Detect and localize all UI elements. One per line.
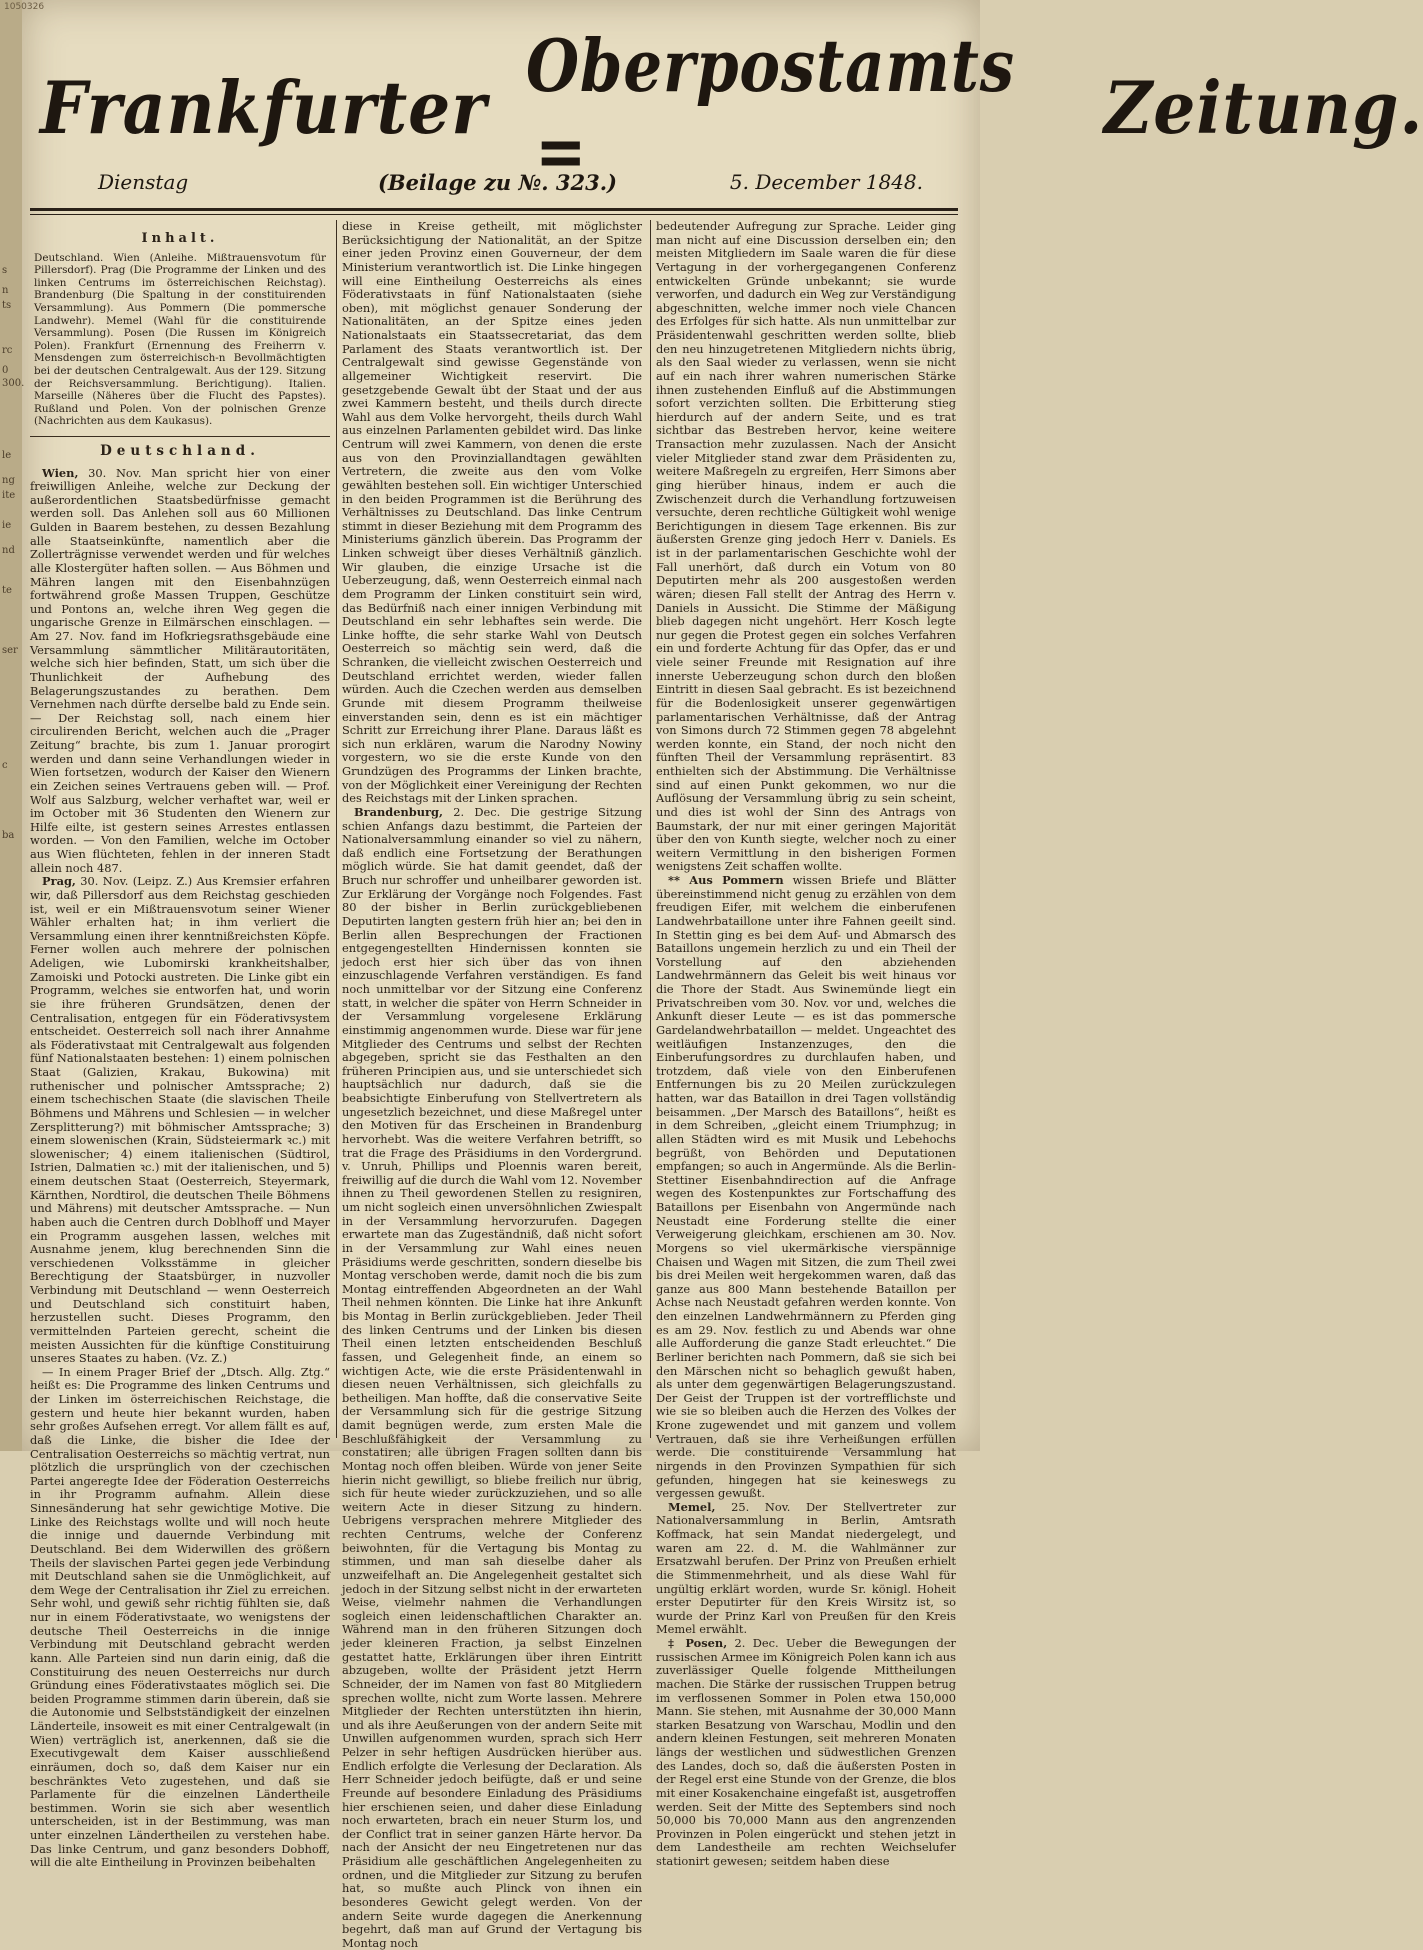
article-text: 2. Dec. Ueber die Bewegungen der russischen Armee im Königreich Polen kann ich aus zuverlässiger Quelle folgende Mittheilungen machen. Die Stärke der russischen Truppen betrug im verflossenen Sommer in Polen etwa 150,000 Mann. Sie stehen, mit Ausnahme der 30,000 Mann starken Besatzung von Warschau, Modlin und den andern kleinen Festungen, seit mehreren Monaten längs der westlichen und südwestlichen Grenzen des Landes, doch so, daß die äußersten Posten in der Regel erst eine Stunde von der Grenze, die blos mit einer Kosakenchaine eingefaßt ist, ausgetroffen werden. Seit der Mitte des Septembers sind noch 50,000 bis 70,000 Mann aus den angrenzenden Provinzen in Polen eingerückt und stehen jetzt in dem Landestheile am rechten Weichselufer stationirt gewesen; seitdem haben diese xyxy=(656,1636,956,1868)
article-paragraph xyxy=(30,875,330,1366)
margin-mark: ng xyxy=(2,475,15,486)
article-text: bedeutender Aufregung zur Sprache. Leider ging man nicht auf eine Discussion derselben ein; den meisten Mitgliedern im Saale waren die für diese Vertagung in der vorhergegangenen Conferenz entwickelten Gründe unbekannt; sie wurde verworfen, und dadurch ein Weg zur Verständigung abgeschnitten, welche immer noch viele Chancen des Erfolges für sich hatte. Als nun unmittelbar zur Präsidentenwahl geschritten werden sollte, blieb den neu hinzugetretenen Mitgliedern nichts übrig, als den Saal wieder zu verlassen, wenn sie nicht auf ein nach ihrer wahren numerischen Stärke ihnen zustehenden Einfluß auf die Abstimmungen sofort verzichten sollten. Die Erbitterung stieg hierdurch auf der andern Seite, und es trat sichtbar das Bestreben hervor, keine weitere Transaction mehr zuzulassen. Nach der Ansicht vieler Mitglieder stand zwar dem Präsidenten zu, weitere Maßregeln zu ergreifen, Herr Simons aber ging hierüber hinaus, indem er auch die Zwischenzeit durch die Verhandlung fortzuweisen versuchte, deren rechtliche Gültigkeit wohl wenige Berichtigungen in diesem Tage erkennen. Bis zur äußersten Grenze ging jedoch Herr v. Daniels. Es ist in der parlamentarischen Geschichte wohl der Fall unerhört, daß durch ein Votum von 80 Deputirten mehr als 200 ausgestoßen werden wären; diesen Fall stellt der Antrag des Herrn v. Daniels in Aussicht. Die Stimme der Mäßigung blieb dagegen nicht ungehört. Herr Kosch legte nur gegen die Protest gegen ein solches Verfahren ein und forderte Achtung für das Opfer, das er und viele seiner Freunde mit Resignation auf ihre innerste Ueberzeugung schon durch den bloßen Eintritt in diesen Saal gebracht. Es ist bezeichnend für die Bodenlosigkeit unserer gegenwärtigen parlamentarischen Verhältnisse, daß der Antrag von Simons durch 72 Stimmen gegen 78 abgelehnt werden konnte, ein Stand, der noch nicht den fünften Theil der Versammlung repräsentirt. 83 enthielten sich der Abstimmung. Die Verhältnisse sind auf einen Punkt gekommen, wo nur die Auflösung der Versammlung übrig zu sein scheint, und dies ist wohl der Sinn des Antrags von Baumstark, der nur mit einer geringen Majorität über den von Kunth siegte, welcher noch zu einer weitern Vermittlung in den bisherigen Formen wenigstens Zeit schaffen wollte. xyxy=(656,219,956,874)
column-1 xyxy=(30,220,330,1870)
toc-body: Deutschland. Wien (Anleihe. Mißtrauensvotum für Pillersdorf). Prag (Die Programme der Linken und des linken Centrums im österreichischen Reichstag). Brandenburg (Die Spaltung in der constituirenden Versammlung). Aus Pommern (Die pommersche Landwehr). Memel (Wahl für die constituirende Versammlung). Posen (Die Russen im Königreich Polen). Frankfurt (Ernennung des Freiherrn v. Mensdengen zum österreichisch-n Bevollmächtigten bei der deutschen Centralgewalt. Aus der 129. Sitzung der Reichsversammlung. Berichtigung). Italien. Marseille (Näheres über die Flucht des Papstes). Rußland und Polen. Von der polnischen Grenze (Nachrichten aus dem Kaukasus). xyxy=(34,251,326,428)
margin-mark: ite xyxy=(2,490,16,501)
column-divider xyxy=(336,220,337,1438)
catalog-number: 1050326 xyxy=(4,2,45,12)
masthead-hyphen: = xyxy=(535,107,588,193)
margin-mark: ba xyxy=(2,830,15,841)
dateline-place: Memel, xyxy=(668,1499,716,1514)
article-paragraph xyxy=(30,467,330,876)
supplement-label: (Beilage zu №. 323.) xyxy=(378,170,617,195)
section-rule xyxy=(30,436,330,437)
margin-mark: ts xyxy=(2,300,12,311)
masthead-word-3: Zeitung. xyxy=(1103,65,1423,150)
dateline-place: Brandenburg, xyxy=(354,804,443,819)
dateline-place: ‡ Posen, xyxy=(668,1636,728,1650)
article-text: 30. Nov. Man spricht hier von einer freiwilligen Anleihe, welche zur Deckung der außerordentlichen Staatsbedürfnisse gemacht werden soll. Das Anlehen soll aus 60 Millionen Gulden in Baarem bestehen, zu dessen Bezahlung alle Staatseinkünfte, namentlich aber die Zollerträgnisse verwendet werden und für welches alle Klostergüter haften sollen. — Aus Böhmen und Mähren langen mit den Eisenbahnzügen fortwährend große Massen Truppen, Geschütze und Pontons an, welche ihren Weg gegen die ungarische Grenze in Eilmärschen einschlagen. — Am 27. Nov. fand im Hofkriegsrathsgebäude eine Versammlung sämmtlicher Militärautoritäten, welche sich hier befinden, Statt, um sich über die Thunlichkeit der Aufhebung des Belagerungszustandes zu berathen. Dem Vernehmen nach dürfte derselbe bald zu Ende sein. — Der Reichstag soll, nach einem hier circulirenden Bericht, welchen auch die „Prager Zeitung“ brachte, bis zum 1. Januar prorogirt werden und dann seine Verhandlungen wieder in Wien fortsetzen, wodurch der Kaiser den Wienern ein Zeichen seines Vertrauens geben will. — Prof. Wolf aus Salzburg, welcher verhaftet war, weil er im October mit 36 Studenten den Wienern zur Hilfe eilte, ist gestern seines Arrestes entlassen worden. — Von den Familien, welche im October aus Wien flüchteten, fehlen in der inneren Stadt allein noch 487. xyxy=(30,465,330,875)
article-paragraph xyxy=(30,1366,330,1870)
column-3 xyxy=(656,219,956,1868)
article-text: 25. Nov. Der Stellvertreter zur Nationalversammlung in Berlin, Amtsrath Koffmack, hat sein Mandat niedergelegt, und waren am 22. d. M. die Wahlmänner zur Ersatzwahl berufen. Der Prinz von Preußen erhielt die Stimmenmehrheit, und als diese Wahl für ungültig erklärt worden, wurde Sr. königl. Hoheit erster Deputirter für den Kreis Wirsitz ist, so wurde der Prinz Karl von Preußen für den Kreis Memel erwählt. xyxy=(656,1499,956,1637)
margin-mark: c xyxy=(2,760,8,771)
column-3-articles xyxy=(656,220,956,1869)
article-paragraph xyxy=(342,806,642,1950)
article-paragraph xyxy=(656,874,956,1501)
dateline-place: Prag, xyxy=(42,874,76,889)
column-2 xyxy=(342,219,642,1950)
column-1-articles xyxy=(30,467,330,1870)
margin-mark: 0 xyxy=(2,365,9,376)
dateline-place: Wien, xyxy=(42,465,79,480)
dateline xyxy=(78,170,948,200)
margin-mark: ser xyxy=(2,645,18,656)
margin-mark: 300. xyxy=(2,378,25,389)
header-rule xyxy=(30,208,958,211)
article-text: wissen Briefe und Blätter übereinstimmend nicht genug zu erzählen von dem freudigen Eifer, mit welchem die einberufenen Landwehrbataillone unter ihre Fahnen geeilt sind. In Stettin ging es bei dem Auf- und Abmarsch des Bataillons ungemein herzlich zu und ein Theil der Vorstellung auf den abziehenden Landwehrmännern das Geleit bis weit hinaus vor die Thore der Stadt. Aus Swinemünde liegt ein Privatschreiben vom 30. Nov. vor und, welches die Ankunft dieser Leute — es ist das pommersche Gardelandwehrbataillon — meldet. Ungeachtet des weitläufigen Instanzenzuges, den die Einberufungsordres zu durchlaufen haben, und trotzdem, daß viele von den Einberufenen Entfernungen bis zu 20 Meilen zurückzulegen hatten, war das Bataillon in drei Tagen vollständig beisammen. „Der Marsch des Bataillons“, heißt es in dem Schreiben, „gleicht einem Triumphzug; in allen Städten wird es mit Musik und Lebehochs begrüßt, von Behörden und Deputationen empfangen; so auch in Angermünde. Als die Berlin-Stettiner Eisenbahndirection auf die Anfrage wegen des Kostenpunktes zur Fortschaffung des Bataillons per Eisenbahn von Angermünde nach Neustadt eine Forderung stellte die einer Verweigerung gleichkam, erschienen am 30. Nov. Morgens so viel ukermärkische vierspännige Chaisen und Wagen mit Sitzen, die zum Theil zwei bis drei Meilen weit hergekommen waren, daß das ganze aus 800 Mann bestehende Bataillon per Achse nach Neustadt gefahren werden konnte. Von den einzelnen Landwehrmännern zu Pferden ging es am 29. Nov. festlich zu und Abends war ohne alle Aufforderung die ganze Stadt erleuchtet.“ Die Berliner berichten nach Pommern, daß sie sich bei den Märschen nicht so behaglich gewußt haben, als unter dem gegenwärtigen Belagerungszustand. Der Geist der Truppen ist der vortrefflichste und wie sie so bleiben auch die Herzen des Volkes der Krone zugewendet und mit ganzem und vollem Vertrauen, daß sie ihre Verheißungen erfüllen werde. Die constituirende Versammlung hat nirgends in den Provinzen Sympathien für sich gefunden, hingegen hat sie keineswegs zu vergessen gewußt. xyxy=(656,873,956,1501)
header-rule-thin xyxy=(30,214,958,215)
margin-mark: nd xyxy=(2,545,15,556)
column-2-articles xyxy=(342,220,642,1950)
margin-mark: s xyxy=(2,265,8,276)
article-paragraph xyxy=(342,220,642,806)
section-heading: Deutschland. xyxy=(100,442,260,459)
weekday: Dienstag xyxy=(98,170,189,194)
masthead-word-2 xyxy=(526,23,1057,193)
margin-mark: te xyxy=(2,585,12,596)
article-text: 30. Nov. (Leipz. Z.) Aus Kremsier erfahren wir, daß Pillersdorf aus dem Reichstag geschieden ist, weil er ein Mißtrauensvotum seiner Wiener Wähler erhalten hat; in ihm verliert die Versammlung einen ihrer kenntnißreichsten Köpfe. Ferner wollen auch mehrere der polnischen Adeligen, wie Lubomirski krankheitshalber, Zamoiski und Potocki austreten. Die Linke gibt ein Programm, welches sie entworfen hat, und worin sie ihre früheren Grundsätzen, denen der Centralisation, entgegen für ein Föderativsystem entscheidet. Oesterreich soll nach ihrer Annahme als Föderativstaat mit Centralgewalt aus folgenden fünf Nationalstaaten bestehen: 1) einem polnischen Staat (Galizien, Krakau, Bukowina) mit ruthenischer und polnischer Amtssprache; 2) einem tschechischen Staate (die slavischen Theile Böhmens und Mährens und Schlesien — in welcher Zersplitterung?) mit böhmischer Amtssprache; 3) einem slowenischen (Krain, Südsteiermark ꝛc.) mit slowenischer; 4) einem italienischen (Südtirol, Istrien, Dalmatien ꝛc.) mit der italienischen, und 5) einem deutschen Staat (Oesterreich, Steyermark, Kärnthen, Nordtirol, die deutschen Theile Böhmens und Mährens) mit deutscher Amtssprache. — Nun haben auch die Centren durch Doblhoff und Mayer ein Programm ausgehen lassen, welches mit Ausnahme jenem, klug berechnenden Sinn die verschiedenen Volksstämme in gleicher Berechtigung der Staatsbürger, in nuzvoller Verbindung mit Deutschland — wenn Oesterreich und Deutschland sich constituirt haben, herzustellen sucht. Dieses Programm, den vermittelnden Parteien gerecht, scheint die meisten Aussichten für die künftige Constituirung unseres Staates zu haben. (Vz. Z.) xyxy=(30,874,330,1366)
column-divider xyxy=(650,220,651,1438)
article-paragraph xyxy=(656,1501,956,1637)
masthead-word-2-text: Oberpostamts xyxy=(525,22,1015,108)
margin-mark: n xyxy=(2,285,9,296)
toc-heading: Inhalt. xyxy=(141,231,219,246)
margin-mark: le xyxy=(2,450,12,461)
dateline-place: ** Aus Pommern xyxy=(668,873,784,887)
issue-date: 5. December 1848. xyxy=(729,170,923,194)
margin-mark: rc xyxy=(2,345,13,356)
article-text: — In einem Prager Brief der „Dtsch. Allg. Ztg.“ heißt es: Die Programme des linken Centrums und der Linken im österreichischen Reichstage, die gestern und heute hier bekannt wurden, haben sehr großes Aufsehen erregt. Vor allem fällt es auf, daß die Linke, die bisher die Idee der Centralisation Oesterreichs so mächtig vertrat, nun plötzlich die ursprünglich von der czechischen Partei angeregte Idee der Föderation Oesterreichs in ihr Programm aufnahm. Allein diese Sinnesänderung hat sehr gewichtige Motive. Die Linke des Reichstags wollte und will noch heute die innige und dauernde Verbindung mit Deutschland. Bei dem Widerwillen des größern Theils der slavischen Partei gegen jede Verbindung mit Deutschland sahen sie die Unmöglichkeit, auf dem Wege der Centralisation ihr Ziel zu erreichen. Sehr wohl, und gewiß sehr richtig fühlten sie, daß nur in einem Föderativstaate, wo wenigstens der deutsche Theil Oesterreichs in die innige Verbindung mit Deutschland gebracht werden kann. Alle Parteien sind nun darin einig, daß die Constituirung des neuen Oesterreichs nur durch Gründung eines Föderativstaates möglich sei. Die beiden Programme stimmen darin überein, daß sie die Autonomie und Selbstständigkeit der einzelnen Länderteile, insoweit es mit einer Centralgewalt (in Wien) verträglich ist, anerkennen, daß sie die Executivgewalt dem Kaiser ausschließend einräumen, doch so, daß dem Kaiser nur ein beschränktes Veto zugestehen, und daß sie Parlamente für die einzelnen Ländertheile bestimmen. Worin sie sich aber wesentlich unterscheiden, ist in der Bestimmung, was man unter einzelnen Ländertheilen zu verstehen habe. Das linke Centrum, und ganz besonders Dobhoff, will die alte Eintheilung in Provinzen beibehalten xyxy=(30,1364,330,1870)
margin-mark: ie xyxy=(2,520,12,531)
article-paragraph xyxy=(656,220,956,874)
masthead-word-1: Frankfurter xyxy=(40,65,488,150)
article-text: diese in Kreise getheilt, mit möglichster Berücksichtigung der Nationalität, an der Spitze einer jeden Provinz einen Gouverneur, der dem Ministerium verantwortlich ist. Die Linke hingegen will eine Eintheilung Oesterreichs als eines Föderativstaats in fünf Nationalstaaten (siehe oben), mit möglichst genauer Sonderung der Nationalitäten, an der Spitze eines jeden Nationalstaats ein Staatssecretariat, das dem Parlament des Staats verantwortlich ist. Der Centralgewalt sind gewisse Gegenstände von allgemeiner Wichtigkeit reservirt. Die gesetzgebende Gewalt übt der Staat und der aus zwei Kammern besteht, und theils durch directe Wahl aus dem Volke hervorgeht, theils durch Wahl aus einzelnen Parlamenten gebildet wird. Das linke Centrum will zwei Kammern, von denen die erste aus von den Provinziallandtagen gewählten Vertretern, die zweite aus den vom Volke gewählten bestehen soll. Ein wichtiger Unterschied in den beiden Programmen ist die Berührung des Verhältnisses zu Deutschland. Das linke Centrum stimmt in dieser Beziehung mit dem Programm des Ministeriums gänzlich überein. Das Programm der Linken schweigt über dieses Verhältniß gänzlich. Wir glauben, die einzige Ursache ist die Ueberzeugung, daß, wenn Oesterreich einmal nach dem Programm der Linken constituirt sein wird, das Bedürfniß nach einer innigen Verbindung mit Deutschland ein sehr lebhaftes sein werde. Die Linke hoffte, die sehr starke Wahl von Deutsch Oesterreich so mächtig sein werd, daß die Schranken, die vielleicht zwischen Oesterreich und Deutschland errichtet werden, wieder fallen würden. Auch die Czechen werden aus demselben Grunde mit diesem Programm theilweise einverstanden sein, denn es ist ein mächtiger Schritt zur Erreichung ihrer Plane. Daraus läßt es sich nun erklären, warum die Narodny Nowiny vorgestern, wo sie die erste Kunde von den Grundzügen des Programms der Linken brachte, von der Möglichkeit einer Vereinigung der Rechten des Reichstags mit der Linken sprachen. xyxy=(342,219,642,806)
article-paragraph xyxy=(656,1637,956,1869)
article-text: 2. Dec. Die gestrige Sitzung schien Anfangs dazu bestimmt, die Parteien der Nationalversammlung einander so viel zu nähern, daß endlich eine Fortsetzung der Berathungen möglich würde. Sie hat damit geendet, daß der Bruch nur schroffer und unheilbarer geworden ist. Zur Erklärung der Vorgänge noch Folgendes. Fast 80 der bisher in Berlin zurückgebliebenen Deputirten langten gestern früh hier an; bei den in Berlin allen Besprechungen der Fractionen entgegengestellten Hindernissen konnten sie jedoch erst hier sich über das von ihnen einzuschlagende Verfahren verständigen. Es fand noch unmittelbar vor der Sitzung eine Conferenz statt, in welcher die später von Herrn Schneider in der Versammlung vorgelesene Erklärung einstimmig angenommen wurde. Diese war für jene Mitglieder des Centrums und selbst der Rechten abgegeben, spricht sie das Festhalten an den früheren Principien aus, und sie unterschiedet sich hauptsächlich nur dadurch, daß sie die beabsichtigte Einberufung von Stellvertretern als ungesetzlich bezeichnet, und diese Maßregel unter den Motiven für das Erscheinen in Brandenburg hervorhebt. Was die weitere Verfahren betrifft, so trat die Frage des Präsidiums in den Vordergrund. v. Unruh, Phillips und Ploennis waren bereit, freiwillig auf die durch die Wahl vom 12. November ihnen zu Theil gewordenen Stellen zu resigniren, um nicht sogleich einen unversöhnlichen Zwiespalt in der Versammlung hervorzurufen. Dagegen erwartete man das Zugeständniß, daß nicht sofort in der Versammlung zur Wahl eines neuen Präsidiums werde geschritten, sondern dieselbe bis Montag verschoben werde, damit noch die bis zum Montag eintreffenden Abgeordneten an der Wahl Theil nehmen könnten. Die Linke hat ihre Ankunft bis Montag in Berlin zurückgeblieben. Jeder Theil des linken Centrums und der Linken bis diesen Theil einen letzten entscheidenden Beschluß fassen, und Gelegenheit finde, an einem so wichtigen Acte, wie die erste Präsidentenwahl in diesen neuen Verhältnissen, sich gleichfalls zu betheiligen. Man hoffte, daß die conservative Seite der Versammlung sich für die gestrige Sitzung damit begnügen werde, zum ersten Male die Beschlußfähigkeit der Versammlung zu constatiren; alle übrigen Fragen sollten dann bis Montag noch offen bleiben. Würde von jener Seite hierin nicht gewilligt, so bliebe freilich nur übrig, sich für heute wieder zurückzuziehen, und so alle weitern Acte in dieser Sitzung zu hindern. Uebrigens versprachen mehrere Mitglieder des rechten Centrums, welche der Conferenz beiwohnten, für die Vertagung bis Montag zu stimmen, und man sah dieselbe daher als unzweifelhaft an. Die Angelegenheit gestaltet sich jedoch in der Sitzung selbst nicht in der erwarteten Weise, vielmehr nahmen die Verhandlungen sogleich einen leidenschaftlichen Charakter an. Während man in den früheren Sitzungen doch jeder kleineren Fraction, ja selbst Einzelnen gestattet hatte, Erklärungen über ihren Eintritt abzugeben, wollte der Präsident jetzt Herrn Schneider, der im Namen von fast 80 Mitgliedern sprechen wollte, nicht zum Worte lassen. Mehrere Mitglieder der Rechten unterstützten ihn hierin, und als ihre Aeußerungen von der andern Seite mit Unwillen aufgenommen wurden, sprach sich Herr Pelzer in sehr heftigen Ausdrücken hierüber aus. Endlich erfolgte die Verlesung der Declaration. Als Herr Schneider jedoch beifügte, daß er und seine Freunde auf besondere Einladung des Präsidiums hier erschienen seien, und daher diese Einladung noch erwarteten, brach ein neuer Sturm los, und der Conflict trat in seiner ganzen Härte hervor. Da nach der Ansicht der neu Eingetretenen nur das Präsidium alle geschäftlichen Angelegenheiten zu ordnen, und die Mitglieder zur Sitzung zu berufen hat, so mußte auch Plinck von ihnen ein besonderes Gewicht gelegt werden. Von der andern Seite wurde dagegen die Anerkennung begehrt, daß man auf Grund der Vertagung bis Montag noch xyxy=(342,804,642,1950)
